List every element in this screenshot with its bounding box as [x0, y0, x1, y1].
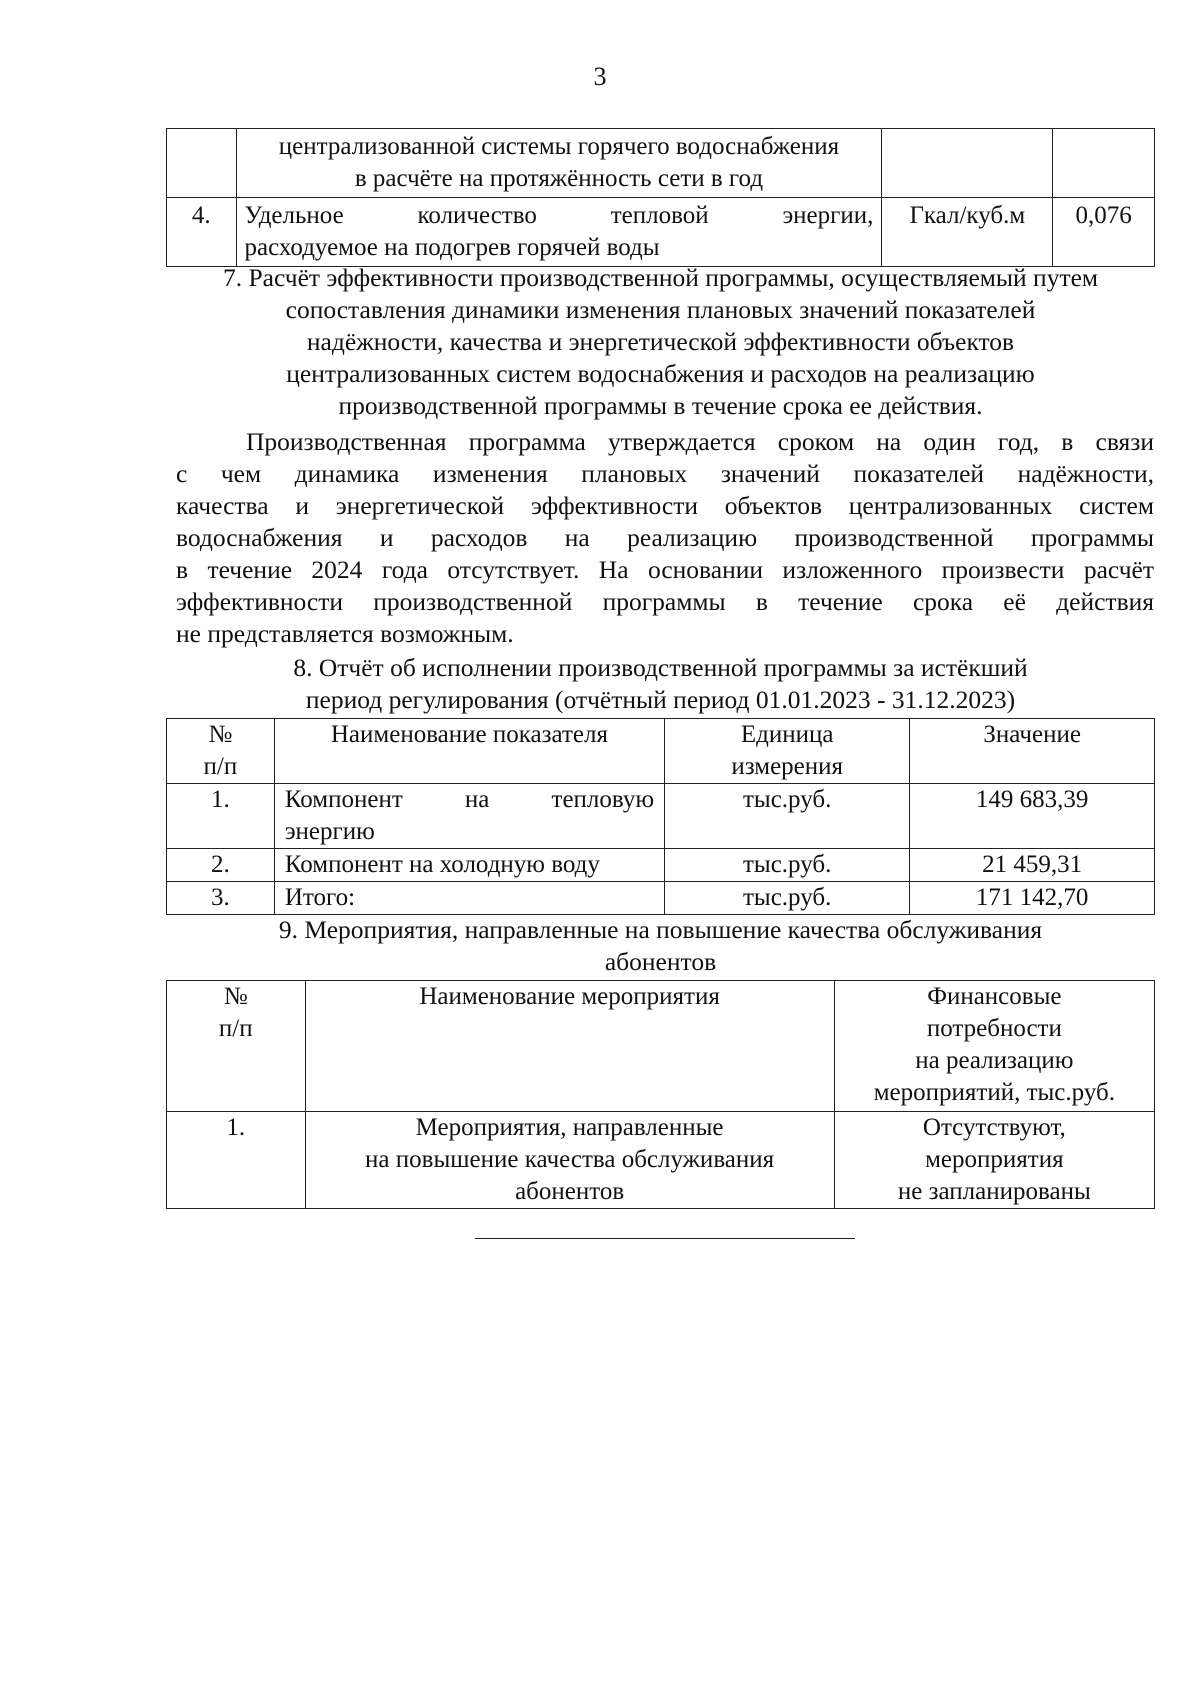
indicator-name — [236, 198, 882, 267]
table-row — [167, 129, 1155, 198]
indicator-name: Компонент на холодную воду — [274, 849, 664, 882]
closing-rule-line — [475, 1238, 855, 1239]
table-row — [167, 849, 1155, 882]
indicator-name-line: расходуемое на подогрев горячей воды — [244, 234, 660, 261]
event-finance-line: не запланированы — [897, 1178, 1091, 1205]
table-row — [167, 198, 1155, 267]
report-table — [166, 718, 1155, 915]
indicator-name-line: энергию — [284, 818, 375, 845]
header-num-line: п/п — [218, 1015, 253, 1042]
header-finance-line: потребности — [926, 1015, 1062, 1042]
heading-line: сопоставления динамики изменения плановых значений показателей — [285, 295, 1036, 324]
row-number: 1. — [167, 1112, 306, 1209]
paragraph-line: эффективности производственной программы в течение срока её действия — [176, 587, 1154, 616]
header-finance-line: на реализацию — [915, 1047, 1074, 1074]
indicator-name: Итого: — [274, 882, 664, 915]
unit: тыс.руб. — [665, 849, 910, 882]
event-name-line: Мероприятия, направленные — [415, 1114, 724, 1141]
table-row — [167, 882, 1155, 915]
table-header-row — [167, 981, 1155, 1112]
paragraph-line: с чем динамика изменения плановых значений показателей надёжности, — [176, 459, 1154, 488]
heading-line: период регулирования (отчётный период 01.01.2023 - 31.12.2023) — [305, 685, 1016, 714]
heading-line: 9. Мероприятия, направленные на повышение качества обслуживания — [278, 915, 1043, 944]
header-finance — [834, 981, 1154, 1112]
header-finance-line: мероприятий, тыс.руб. — [873, 1079, 1115, 1106]
header-unit-line: измерения — [731, 753, 844, 780]
page-number: 3 — [593, 62, 607, 91]
event-finance-line: мероприятия — [925, 1146, 1064, 1173]
indicator-name — [274, 784, 664, 849]
indicators-table-continuation — [166, 128, 1155, 267]
indicator-name — [236, 129, 882, 198]
value: 0,076 — [1053, 198, 1155, 267]
row-number — [167, 129, 237, 198]
value — [1053, 129, 1155, 198]
paragraph-line: водоснабжения и расходов на реализацию производственной программы — [176, 523, 1154, 552]
event-finance-line: Отсутствуют, — [922, 1114, 1066, 1141]
heading-line: производственной программы в течение срока ее действия. — [338, 391, 983, 420]
section7-paragraph — [176, 426, 1154, 650]
table-header-row — [167, 719, 1155, 784]
section9-heading — [166, 914, 1155, 978]
section8-heading — [166, 652, 1155, 716]
heading-line: надёжности, качества и энергетической эффективности объектов — [306, 327, 1015, 356]
row-number: 1. — [167, 784, 275, 849]
event-name — [305, 1112, 834, 1209]
header-value: Значение — [910, 719, 1155, 784]
indicator-name-line: Компонент на тепловую — [284, 786, 655, 813]
row-number: 3. — [167, 882, 275, 915]
header-name: Наименование мероприятия — [305, 981, 834, 1112]
header-num — [167, 719, 275, 784]
header-finance-line: Финансовые — [927, 983, 1062, 1010]
paragraph-line: качества и энергетической эффективности объектов централизованных систем — [176, 491, 1154, 520]
indicator-name-line: централизованной системы горячего водоснабжения — [278, 133, 840, 160]
header-unit — [665, 719, 910, 784]
value: 171 142,70 — [910, 882, 1155, 915]
heading-line: централизованных систем водоснабжения и расходов на реализацию — [286, 359, 1035, 388]
unit: тыс.руб. — [665, 882, 910, 915]
table-row — [167, 784, 1155, 849]
header-num-line: № — [223, 983, 248, 1010]
header-num-line: № — [208, 721, 233, 748]
row-number: 2. — [167, 849, 275, 882]
header-num-line: п/п — [203, 753, 238, 780]
value: 21 459,31 — [910, 849, 1155, 882]
section7-heading — [166, 262, 1155, 422]
unit: Гкал/куб.м — [882, 198, 1053, 267]
paragraph-line: Производственная программа утверждается сроком на один год, в связи — [246, 427, 1154, 456]
event-finance — [834, 1112, 1154, 1209]
heading-line: 7. Расчёт эффективности производственной программы, осуществляемый путем — [222, 263, 1099, 292]
event-name-line: на повышение качества обслуживания — [365, 1146, 775, 1173]
unit — [882, 129, 1053, 198]
row-number: 4. — [167, 198, 237, 267]
heading-line: абонентов — [604, 947, 717, 976]
table-row — [167, 1112, 1155, 1209]
indicator-name-line: Удельное количество тепловой энергии, — [244, 202, 874, 229]
paragraph-line: в течение 2024 года отсутствует. На основании изложенного произвести расчёт — [176, 555, 1154, 584]
paragraph-line: не представляется возможным. — [176, 619, 514, 648]
header-unit-line: Единица — [740, 721, 834, 748]
heading-line: 8. Отчёт об исполнении производственной программы за истёкший — [293, 653, 1028, 682]
unit: тыс.руб. — [665, 784, 910, 849]
indicator-name-line: в расчёте на протяжённость сети в год — [354, 165, 764, 192]
header-num — [167, 981, 306, 1112]
header-name: Наименование показателя — [274, 719, 664, 784]
event-name-line: абонентов — [515, 1178, 625, 1205]
value: 149 683,39 — [910, 784, 1155, 849]
events-table — [166, 980, 1155, 1209]
